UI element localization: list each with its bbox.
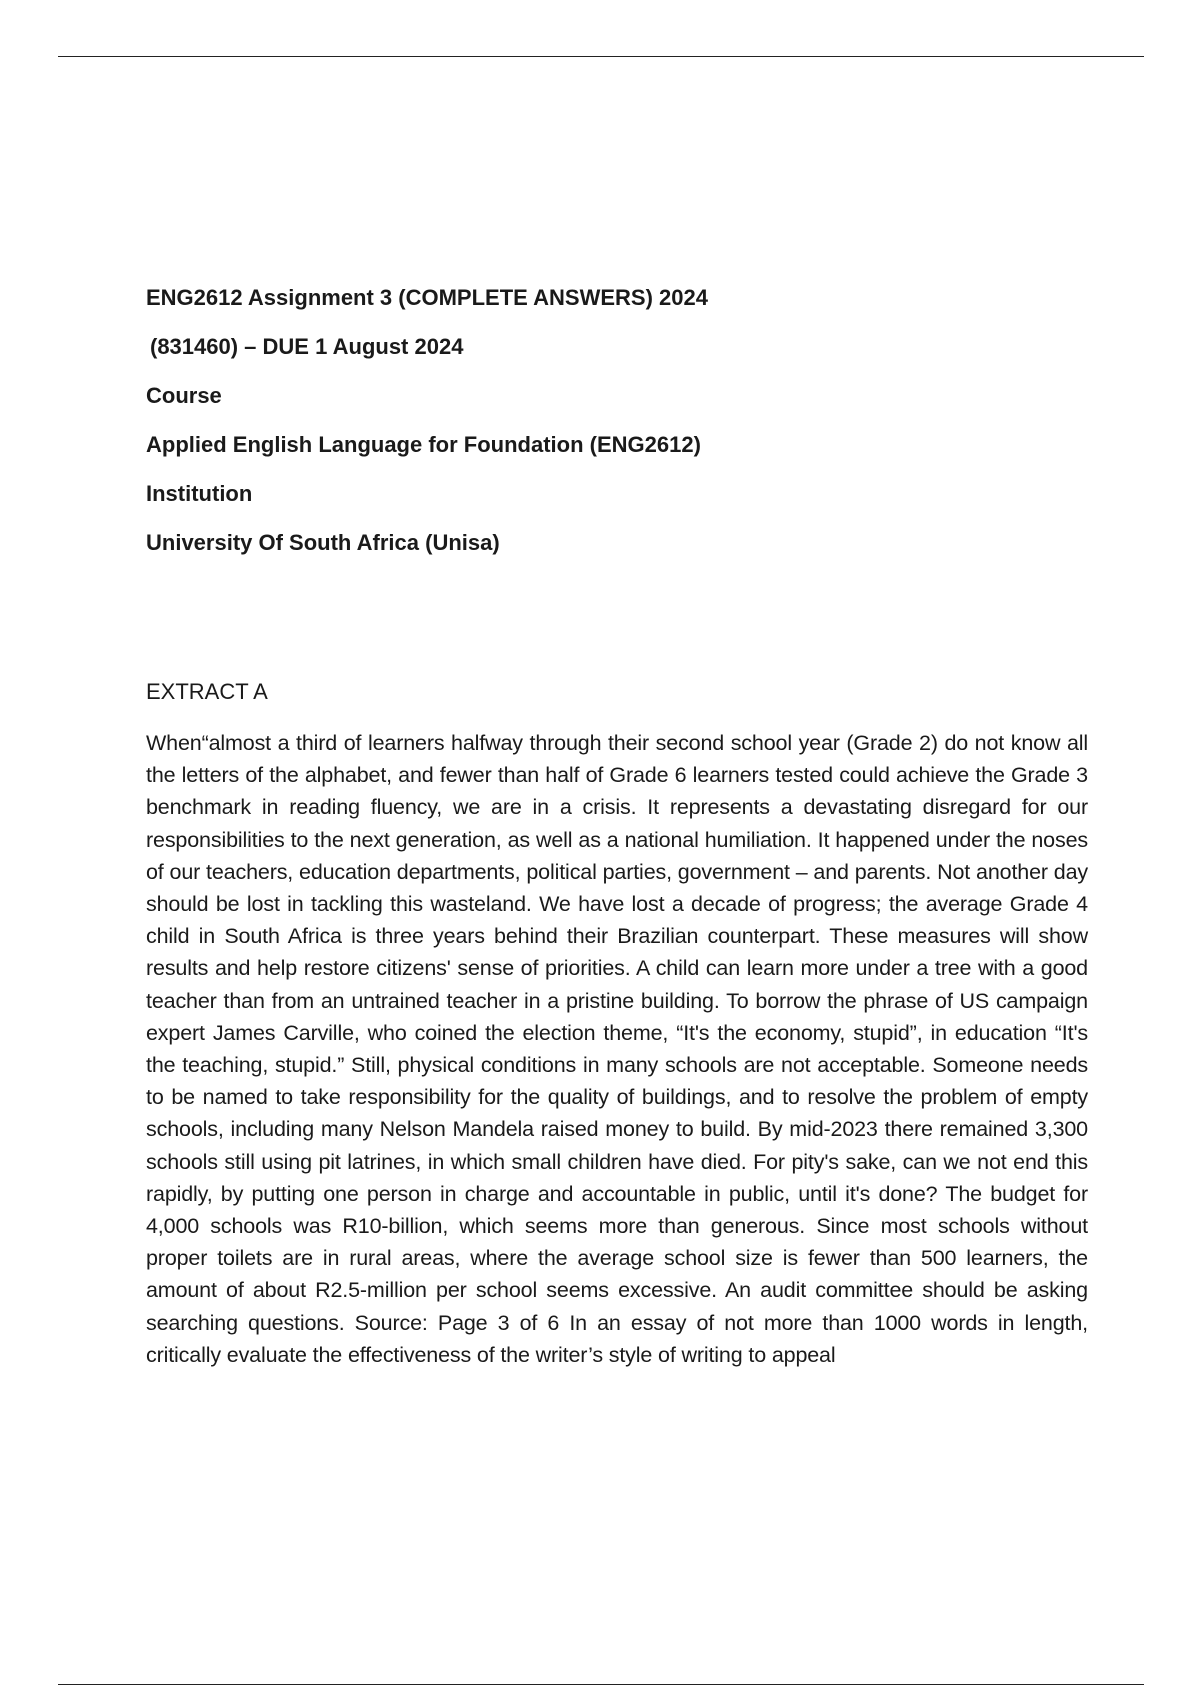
course-label: Course: [146, 383, 222, 408]
course-name: Applied English Language for Foundation (ENG2612): [146, 432, 701, 457]
extract-heading: EXTRACT A: [146, 679, 268, 704]
document-header: [146, 286, 1106, 580]
due-date-line: (831460) – DUE 1 August 2024: [150, 334, 464, 359]
institution-name: University Of South Africa (Unisa): [146, 530, 500, 555]
bottom-divider: [58, 1684, 1144, 1685]
top-divider: [58, 56, 1144, 57]
institution-label: Institution: [146, 481, 253, 506]
extract-body-text: When“almost a third of learners halfway through their second school year (Grade 2) do not know all the letters of the alphabet, and fewer than half of Grade 6 learners tested could achieve the Grade 3 benchmark in reading fluency, we are in a crisis. It represents a devastating disregard for our responsibilities to the next generation, as well as a national humiliation. It happened under the noses of our teachers, education departments, political parties, government – and parents. Not another day should be lost in tackling this wasteland. We have lost a decade of progress; the average Grade 4 child in South Africa is three years behind their Brazilian counterpart. These measures will show results and help restore citizens' sense of priorities. A child can learn more under a tree with a good teacher than from an untrained teacher in a pristine building. To borrow the phrase of US campaign expert James Carville, who coined the election theme, “It's the economy, stupid”, in education “It's the teaching, stupid.” Still, physical conditions in many schools are not acceptable. Someone needs to be named to take responsibility for the quality of buildings, and to resolve the problem of empty schools, including many Nelson Mandela raised money to build. By mid-2023 there remained 3,300 schools still using pit latrines, in which small children have died. For pity's sake, can we not end this rapidly, by putting one person in charge and accountable in public, until it's done? The budget for 4,000 schools was R10-billion, which seems more than generous. Since most schools without proper toilets are in rural areas, where the average school size is fewer than 500 learners, the amount of about R2.5-million per school seems excessive. An audit committee should be asking searching questions. Source: Page 3 of 6 In an essay of not more than 1000 words in length, critically evaluate the effectiveness of the writer’s style of writing to appeal: [146, 731, 1088, 1367]
assignment-title: ENG2612 Assignment 3 (COMPLETE ANSWERS) 2024: [146, 285, 708, 310]
